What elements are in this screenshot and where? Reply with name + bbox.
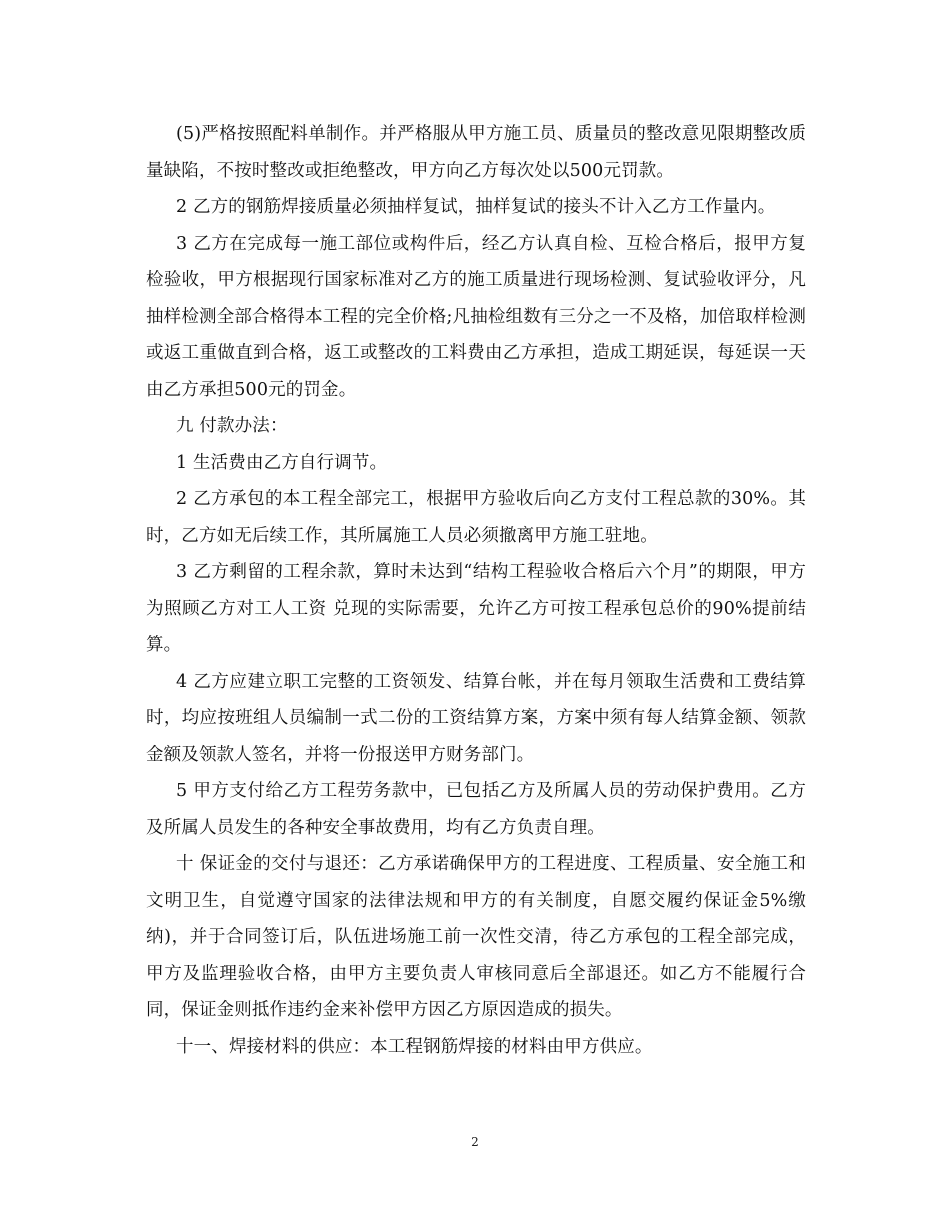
section-welding-materials: 十一、焊接材料的供应：本工程钢筋焊接的材料由甲方供应。 [176,1036,653,1057]
paragraph-item-5-rectification: (5)严格按照配料单制作。并严格服从甲方施工员、质量员的整改意见限期整改质量缺陷，不按时整改或拒绝整改，甲方向乙方每次处以500元罚款。 [146,124,806,181]
paragraph-labor-protection: 5 甲方支付给乙方工程劳务款中，已包括乙方及所属人员的劳动保护费用。乙方及所属人员发生的各种安全事故费用，均有乙方负责自理。 [146,781,806,838]
paragraph-remaining-balance: 3 乙方剩留的工程余款，算时未达到“结构工程验收合格后六个月”的期限，甲方为照顾乙方对工人工资 兑现的实际需要，允许乙方可按工程承包总价的90%提前结算。 [146,562,806,655]
section-heading-payment: 九 付款办法： [176,416,288,436]
section-deposit: 十 保证金的交付与退还：乙方承诺确保甲方的工程进度、工程质量、安全施工和文明卫生，自觉遵守国家的法律法规和甲方的有关制度，自愿交履约保证金5%缴纳)，并于合同签订后，队伍进场施工前一次性交清，待乙方承包的工程全部完成，甲方及监理验收合格，由甲方主要负责人审核同意后全部退还。如乙方不能履行合同，保证金则抵作违约金来补偿甲方因乙方原因造成的损失。 [146,854,806,1020]
paragraph-wage-ledger: 4 乙方应建立职工完整的工资领发、结算台帐，并在每月领取生活费和工费结算时，均应按班组人员编制一式二份的工资结算方案，方案中须有每人结算金额、领款金额及领款人签名，并将一份报送甲方财务部门。 [146,671,806,765]
paragraph-living-expenses: 1 生活费由乙方自行调节。 [176,452,388,473]
page-number: 2 [471,1135,479,1149]
paragraph-quality-inspection: 3 乙方在完成每一施工部位或构件后，经乙方认真自检、互检合格后，报甲方复检验收，甲方根据现行国家标准对乙方的施工质量进行现场检测、复试验收评分，凡抽样检测全部合格得本工程的完全价格;凡抽检组数有三分之一不及格，加倍取样检测或返工重做直到合格，返工或整改的工料费由乙方承担，造成工期延误，每延误一天由乙方承担500元的罚金。 [146,233,806,400]
paragraph-completion-payment: 2 乙方承包的本工程全部完工，根据甲方验收后向乙方支付工程总款的30%。其时，乙方如无后续工作，其所属施工人员必须撤离甲方施工驻地。 [146,489,806,546]
document-body [146,116,806,1065]
paragraph-welding-sampling: 2 乙方的钢筋焊接质量必须抽样复试，抽样复试的接头不计入乙方工作量内。 [176,197,776,217]
